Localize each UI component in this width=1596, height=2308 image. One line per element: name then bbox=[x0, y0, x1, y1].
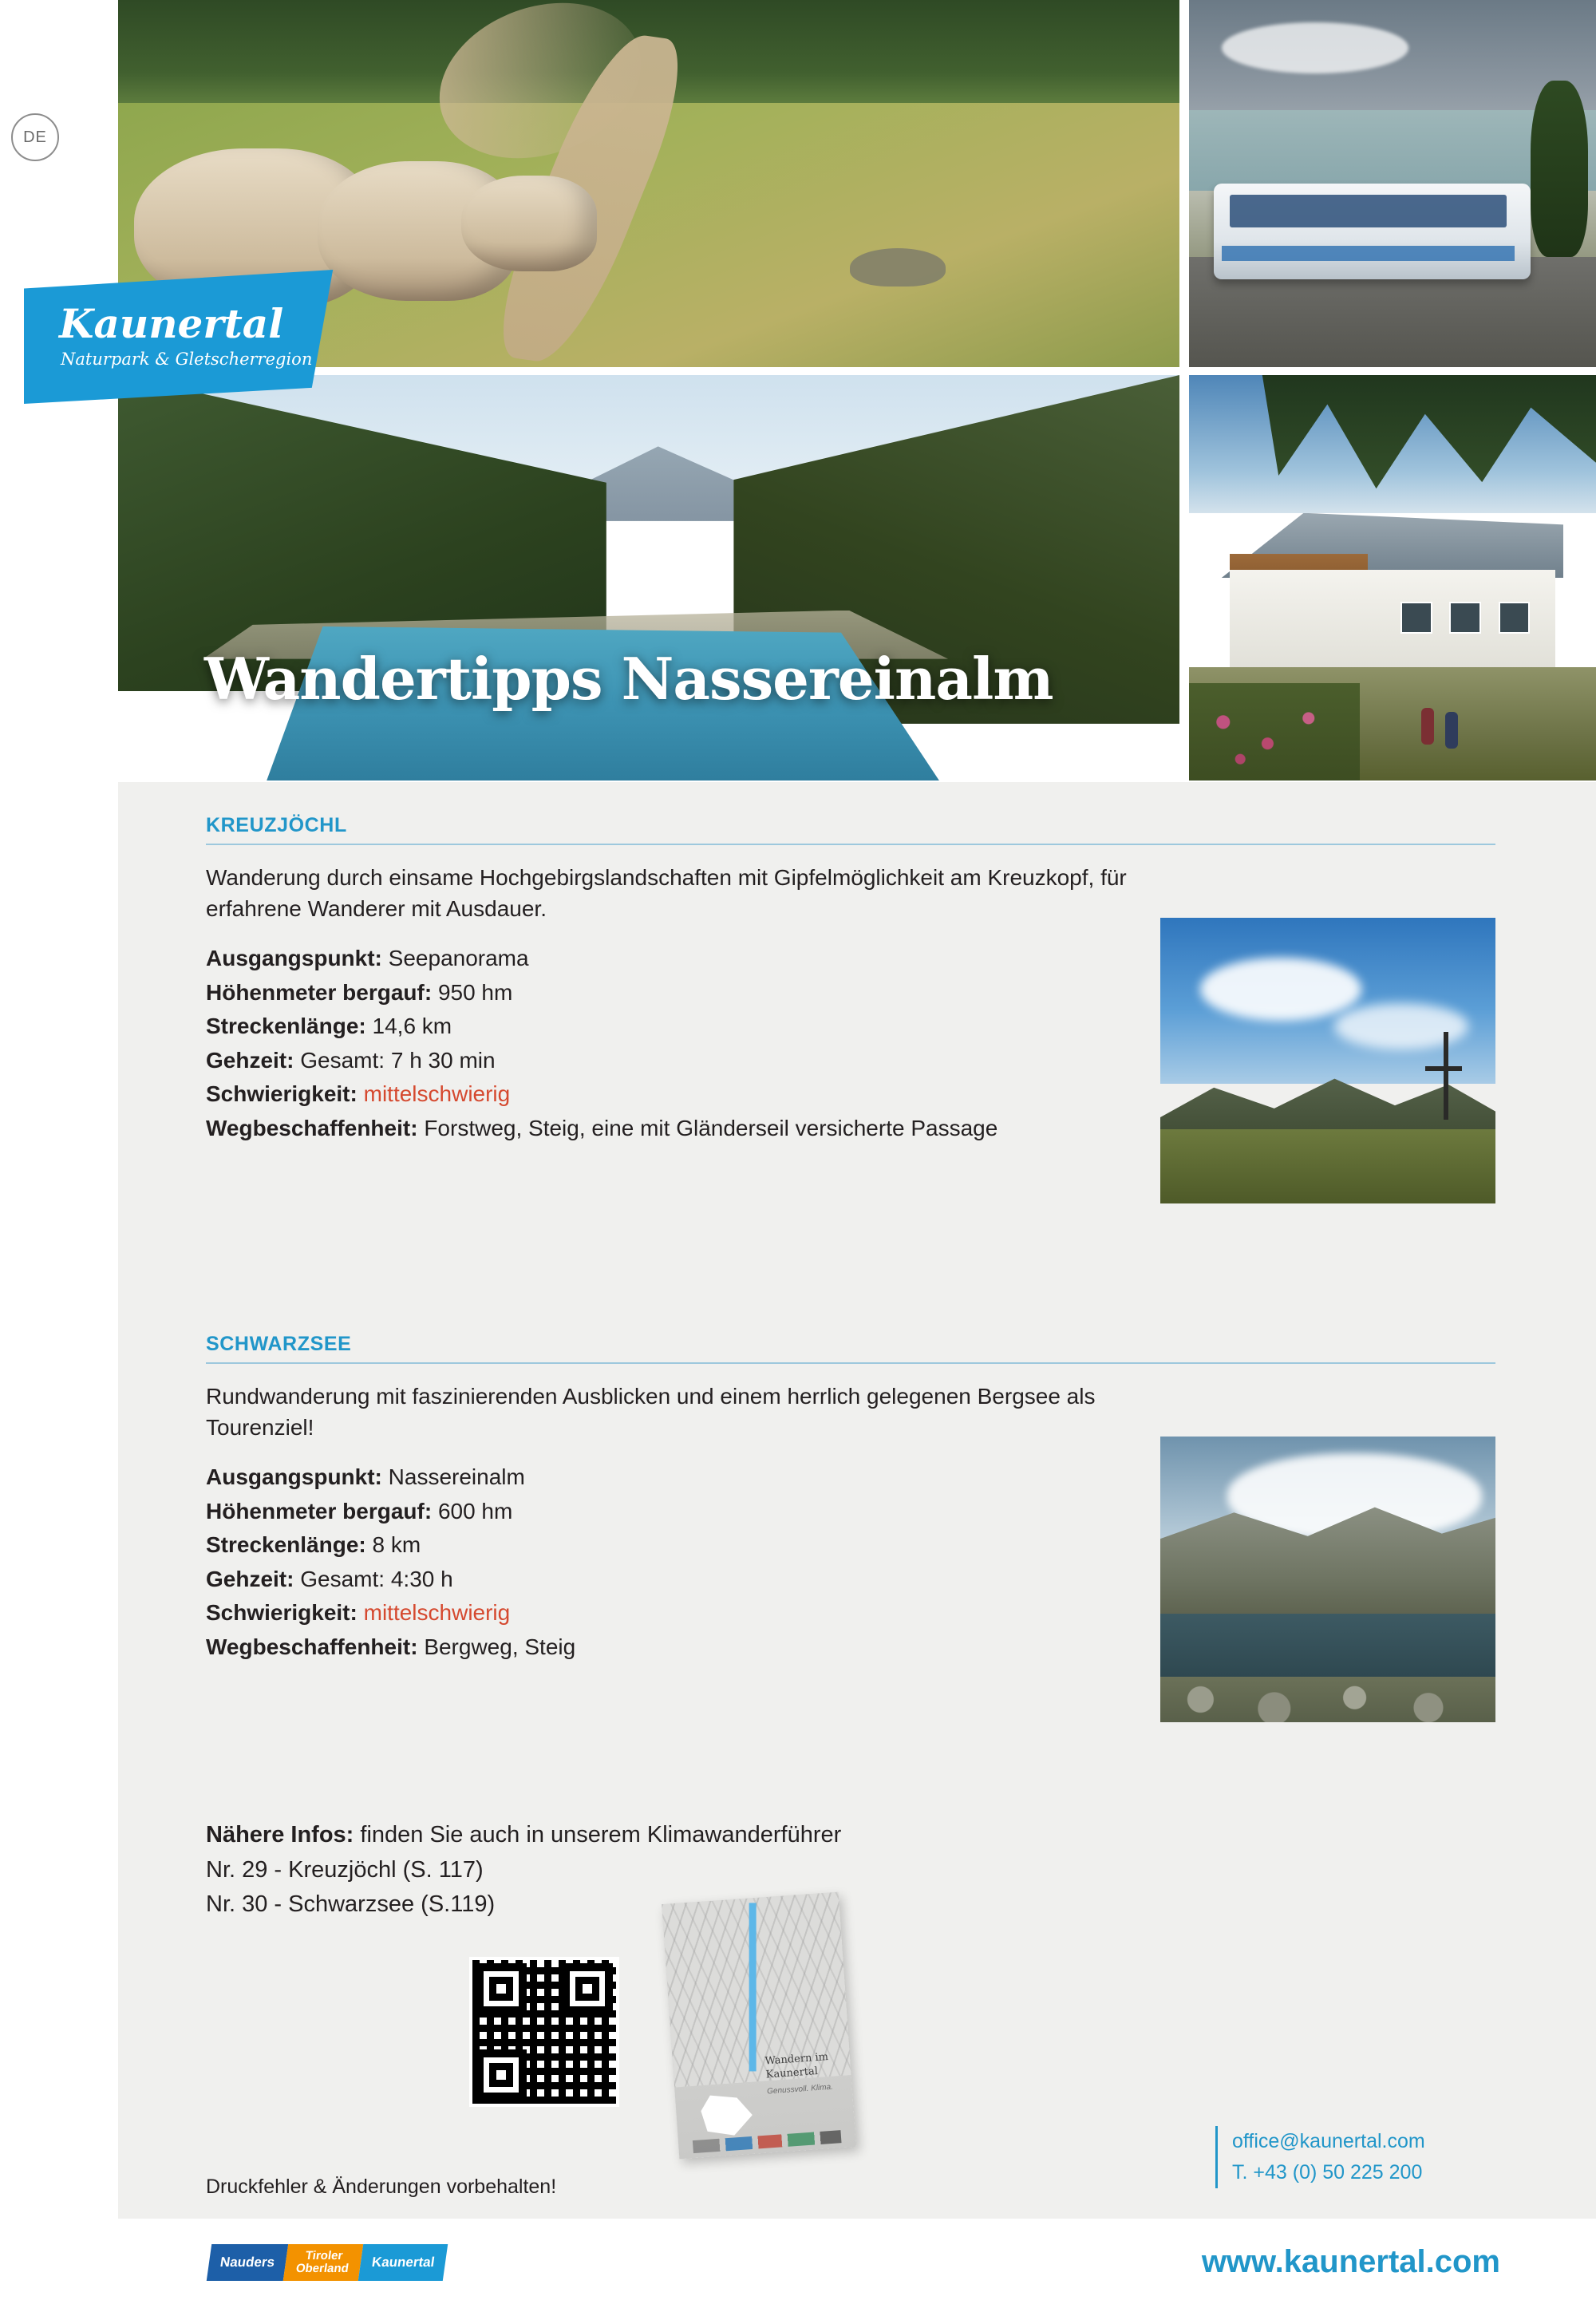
tour-photo-schwarzsee bbox=[1160, 1437, 1495, 1722]
logo-chip-tiroler-oberland bbox=[283, 2244, 363, 2281]
fact-row bbox=[206, 942, 1148, 976]
language-badge[interactable]: DE bbox=[11, 113, 59, 161]
fact-row bbox=[206, 1495, 1148, 1529]
contact-phone[interactable]: T. +43 (0) 50 225 200 bbox=[1232, 2160, 1423, 2184]
logo-chip-nauders: Nauders bbox=[207, 2244, 288, 2281]
fact-value-difficulty: mittelschwierig bbox=[363, 1600, 511, 1626]
fact-label: Höhenmeter bergauf: bbox=[206, 1498, 433, 1524]
fact-label: Ausgangspunkt: bbox=[206, 1464, 382, 1490]
photo-gepatsch-reservoir-panorama bbox=[118, 375, 1179, 781]
qr-finder-bottom-left bbox=[476, 2049, 527, 2101]
tour-intro: Rundwanderung mit faszinierenden Ausblicken und einem herrlich gelegenen Bergsee als Tourenziel! bbox=[206, 1384, 1096, 1440]
booklet-cover bbox=[662, 1892, 856, 2160]
fact-value: Forstweg, Steig, eine mit Gländerseil versicherte Passage bbox=[424, 1115, 998, 1140]
fact-row bbox=[206, 1112, 1148, 1146]
logo-chip-line-2: Oberland bbox=[294, 2262, 350, 2275]
fact-row bbox=[206, 1596, 1148, 1630]
divider bbox=[206, 1362, 1495, 1364]
fact-row bbox=[206, 1010, 1148, 1044]
divider bbox=[206, 844, 1495, 845]
booklet-title: Wandern im Kaunertal bbox=[764, 2051, 829, 2081]
fact-label: Schwierigkeit: bbox=[206, 1081, 358, 1107]
fact-row bbox=[206, 1077, 1148, 1112]
page-title: Wandertipps Nassereinalm bbox=[204, 645, 1053, 713]
fact-row bbox=[206, 1630, 1148, 1665]
fact-value: 950 hm bbox=[437, 979, 513, 1005]
tour-section-kreuzjoechl bbox=[206, 814, 1495, 1146]
fact-label: Höhenmeter bergauf: bbox=[206, 979, 433, 1005]
fact-value: 14,6 km bbox=[372, 1014, 452, 1039]
fact-value: 8 km bbox=[372, 1532, 421, 1558]
fact-label: Wegbeschaffenheit: bbox=[206, 1634, 418, 1659]
logo-tagline: Naturpark & Gletscherregion bbox=[61, 350, 313, 369]
photo-bus-at-reservoir bbox=[1189, 0, 1596, 367]
fact-row bbox=[206, 1563, 1148, 1597]
website-url[interactable]: www.kaunertal.com bbox=[1201, 2244, 1500, 2279]
fact-row bbox=[206, 976, 1148, 1010]
contact-block bbox=[1215, 2126, 1495, 2188]
logo-name: Kaunertal bbox=[59, 300, 284, 347]
info-line-2: Nr. 29 - Kreuzjöchl (S. 117) bbox=[206, 1856, 484, 1883]
fact-value: Nassereinalm bbox=[388, 1464, 525, 1490]
logo-chip-line-1: Tiroler bbox=[304, 2249, 344, 2263]
fact-label: Wegbeschaffenheit: bbox=[206, 1115, 418, 1140]
tour-intro: Wanderung durch einsame Hochgebirgslandschaften mit Gipfelmöglichkeit am Kreuzkopf, für erfahrene Wanderer mit Ausdauer. bbox=[206, 865, 1127, 921]
booklet-subtitle: Genussvoll. Klima. bbox=[766, 2082, 834, 2097]
photo-nassereinalm-hut bbox=[1189, 375, 1596, 781]
fact-value: Bergweg, Steig bbox=[424, 1634, 576, 1659]
valley-silhouette-icon bbox=[700, 2093, 753, 2137]
fact-value: Seepanorama bbox=[388, 946, 529, 971]
qr-code[interactable] bbox=[469, 1957, 619, 2107]
fact-label: Gehzeit: bbox=[206, 1047, 294, 1073]
fact-value: 600 hm bbox=[437, 1498, 513, 1524]
tour-facts bbox=[206, 1460, 1148, 1664]
tour-facts bbox=[206, 942, 1148, 1145]
fact-label: Streckenlänge: bbox=[206, 1532, 366, 1558]
logo-chip-kaunertal: Kaunertal bbox=[358, 2244, 448, 2281]
fact-row bbox=[206, 1528, 1148, 1563]
contact-email[interactable]: office@kaunertal.com bbox=[1232, 2130, 1425, 2152]
fact-value-difficulty: mittelschwierig bbox=[363, 1081, 511, 1107]
info-line-3: Nr. 30 - Schwarzsee (S.119) bbox=[206, 1891, 496, 1917]
fact-label: Gehzeit: bbox=[206, 1566, 294, 1591]
info-text: finden Sie auch in unserem Klimawanderführer bbox=[354, 1822, 842, 1848]
fact-value: Gesamt: 7 h 30 min bbox=[300, 1047, 496, 1073]
tour-photo-summit-cross bbox=[1160, 918, 1495, 1203]
info-label: Nähere Infos: bbox=[206, 1822, 354, 1848]
fact-row bbox=[206, 1044, 1148, 1078]
region-partner-logos bbox=[209, 2239, 445, 2286]
fact-label: Streckenlänge: bbox=[206, 1014, 366, 1039]
qr-finder-top-left bbox=[476, 1963, 527, 2014]
info-line-1 bbox=[206, 1818, 1163, 1853]
tour-section-schwarzsee bbox=[206, 1333, 1495, 1665]
qr-finder-top-right bbox=[562, 1963, 613, 2014]
tour-title: KREUZJÖCHL bbox=[206, 814, 347, 836]
fact-row bbox=[206, 1460, 1148, 1495]
fact-label: Ausgangspunkt: bbox=[206, 946, 382, 971]
fact-value: Gesamt: 4:30 h bbox=[300, 1566, 453, 1591]
tour-title: SCHWARZSEE bbox=[206, 1333, 352, 1355]
fact-label: Schwierigkeit: bbox=[206, 1600, 358, 1626]
kaunertal-logo bbox=[24, 270, 375, 404]
disclaimer-text: Druckfehler & Änderungen vorbehalten! bbox=[206, 2176, 557, 2198]
